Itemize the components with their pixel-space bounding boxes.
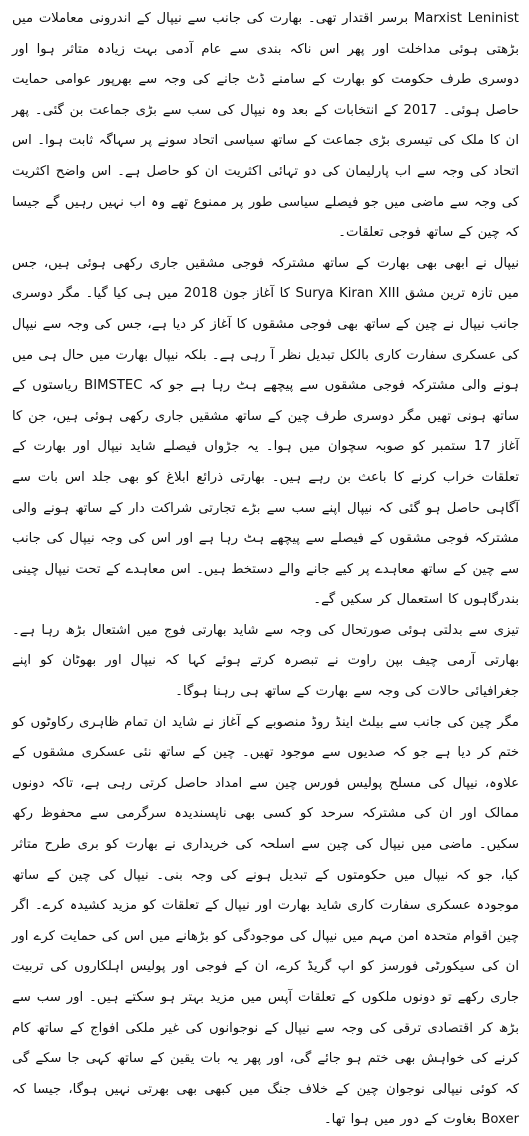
- article-paragraph-4: مگر چین کی جانب سے بیلٹ اینڈ روڈ منصوبے کے آغاز نے شاید ان تمام ظاہری رکاوٹوں کو ختم کر دیا ہے جو کہ صدیوں سے موجود تھیں۔ چین کے ساتھ نئی عسکری مشقوں کے علاوہ، نیپال کی مسلح پولیس فورس چین سے امداد حاصل کرتی رہی ہے، تاکہ دونوں ممالک اور ان کی مشترکہ سرحد کو کسی بھی ناپسندیدہ سرگرمی سے محفوظ رکھ سکیں۔ ماضی میں نیپال کی چین سے اسلحہ کی خریداری نے بھارت کو بری طرح متاثر کیا، جو کہ نیپال میں حکومتوں کے تبدیل ہونے کی وجہ بنی۔ نیپال کی چین کے ساتھ موجودہ عسکری سفارت کاری شاید بھارت اور نیپال کے تعلقات کو مزید کشیدہ کرے۔ اگر چین اقوام متحدہ امن مہم میں نیپال کی موجودگی کو بڑھانے میں اس کی حمایت کرے اور ان کی سیکورٹی فورسز کو اپ گریڈ کرے، ان کے فوجی اور پولیس اہلکاروں کی تربیت جاری رکھے تو دونوں ملکوں کے تعلقات آپس میں مزید بہتر ہو سکتے ہیں۔ اور سب سے بڑھ کر اقتصادی ترقی کی وجہ سے نیپال کے نوجوانوں کی غیر ملکی افواج کے ساتھ کام کرنے کی خواہش بھی ختم ہو جائے گی، اور پھر یہ بات یقین کے ساتھ کہی جا سکے گی کہ کوئی نیپالی نوجوان چین کے خلاف جنگ میں کبھی بھی بھرتی نہیں ہوگا، جیسا کہ Boxer بغاوت کے دور میں ہوا تھا۔: [12, 714, 519, 1128]
- article-paragraph-1: Marxist Leninist برسر اقتدار تھی۔ بھارت کی جانب سے نیپال کے اندرونی معاملات میں بڑھتی ہوئی مداخلت اور پھر اس ناکہ بندی سے عام آدمی بہت زیادہ متاثر ہوا اور دوسری طرف حکومت کو بھارت کے سامنے ڈٹ جانے کی وجہ سے بھرپور عوامی حمایت حاصل ہوئی۔ 2017 کے انتخابات کے بعد وہ نیپال کی سب سے بڑی جماعت بن گئی۔ پھر ان کا ملک کی تیسری بڑی جماعت کے ساتھ سیاسی اتحاد سونے پر سہاگہ ثابت ہوا۔ اس اتحاد کی وجہ سے اب پارلیمان کی دو تہائی اکثریت ان کو حاصل ہے۔ اس واضح اکثریت کی وجہ سے ماضی میں جو فیصلے سیاسی طور پر ممنوع تھے وہ اب نہیں رہیں گے جیسا کہ چین کے ساتھ فوجی تعلقات۔: [12, 11, 520, 241]
- article-paragraph-3: تیزی سے بدلتی ہوئی صورتحال کی وجہ سے شاید بھارتی فوج میں اشتعال بڑھ رہا ہے۔ بھارتی آرمی چیف بپن راوت نے تبصرہ کرتے ہوئے کہا کہ نیپال اور بھوٹان کو اپنے جغرافیائی حالات کی وجہ سے بھارت کے ساتھ ہی رہنا ہوگا۔: [12, 622, 519, 700]
- article-paragraph-2: نیپال نے ابھی بھی بھارت کے ساتھ مشترکہ فوجی مشقیں جاری رکھی ہوئی ہیں، جس میں تازہ ترین مشق Surya Kiran XIII کا آغاز جون 2018 میں ہی کیا گیا۔ مگر دوسری جانب نیپال نے چین کے ساتھ بھی فوجی مشقوں کا آغاز کر دیا ہے، جس کی وجہ سے نیپال کی عسکری سفارت کاری بالکل تبدیل نظر آ رہی ہے۔ بلکہ نیپال بھارت میں حال ہی میں ہونے والی مشترکہ فوجی مشقوں سے پیچھے ہٹ رہا ہے جو کہ BIMSTEC ریاستوں کے ساتھ ہونی تھیں مگر دوسری طرف چین کے ساتھ مشقیں جاری رکھی ہوئی ہیں، جن کا آغاز 17 ستمبر کو صوبہ سچوان میں ہوا۔ یہ جڑواں فیصلے شاید نیپال اور بھارت کے تعلقات خراب کرنے کا باعث بن رہے ہیں۔ بھارتی ذرائع ابلاغ کو بھی جلد اس بات سے آگاہی حاصل ہو گئی کہ نیپال اپنے سب سے بڑے تجارتی شراکت دار کے ساتھ ہونے والی مشترکہ فوجی مشقوں کے فیصلے سے پیچھے ہٹ رہا ہے اور اس کی وجہ نیپال کی جانب سے چین کے ساتھ معاہدے پر کیے جانے والے دستخط ہیں۔ اس معاہدے کے تحت نیپال چینی بندرگاہوں کا استعمال کر سکیں گے۔: [12, 255, 520, 608]
